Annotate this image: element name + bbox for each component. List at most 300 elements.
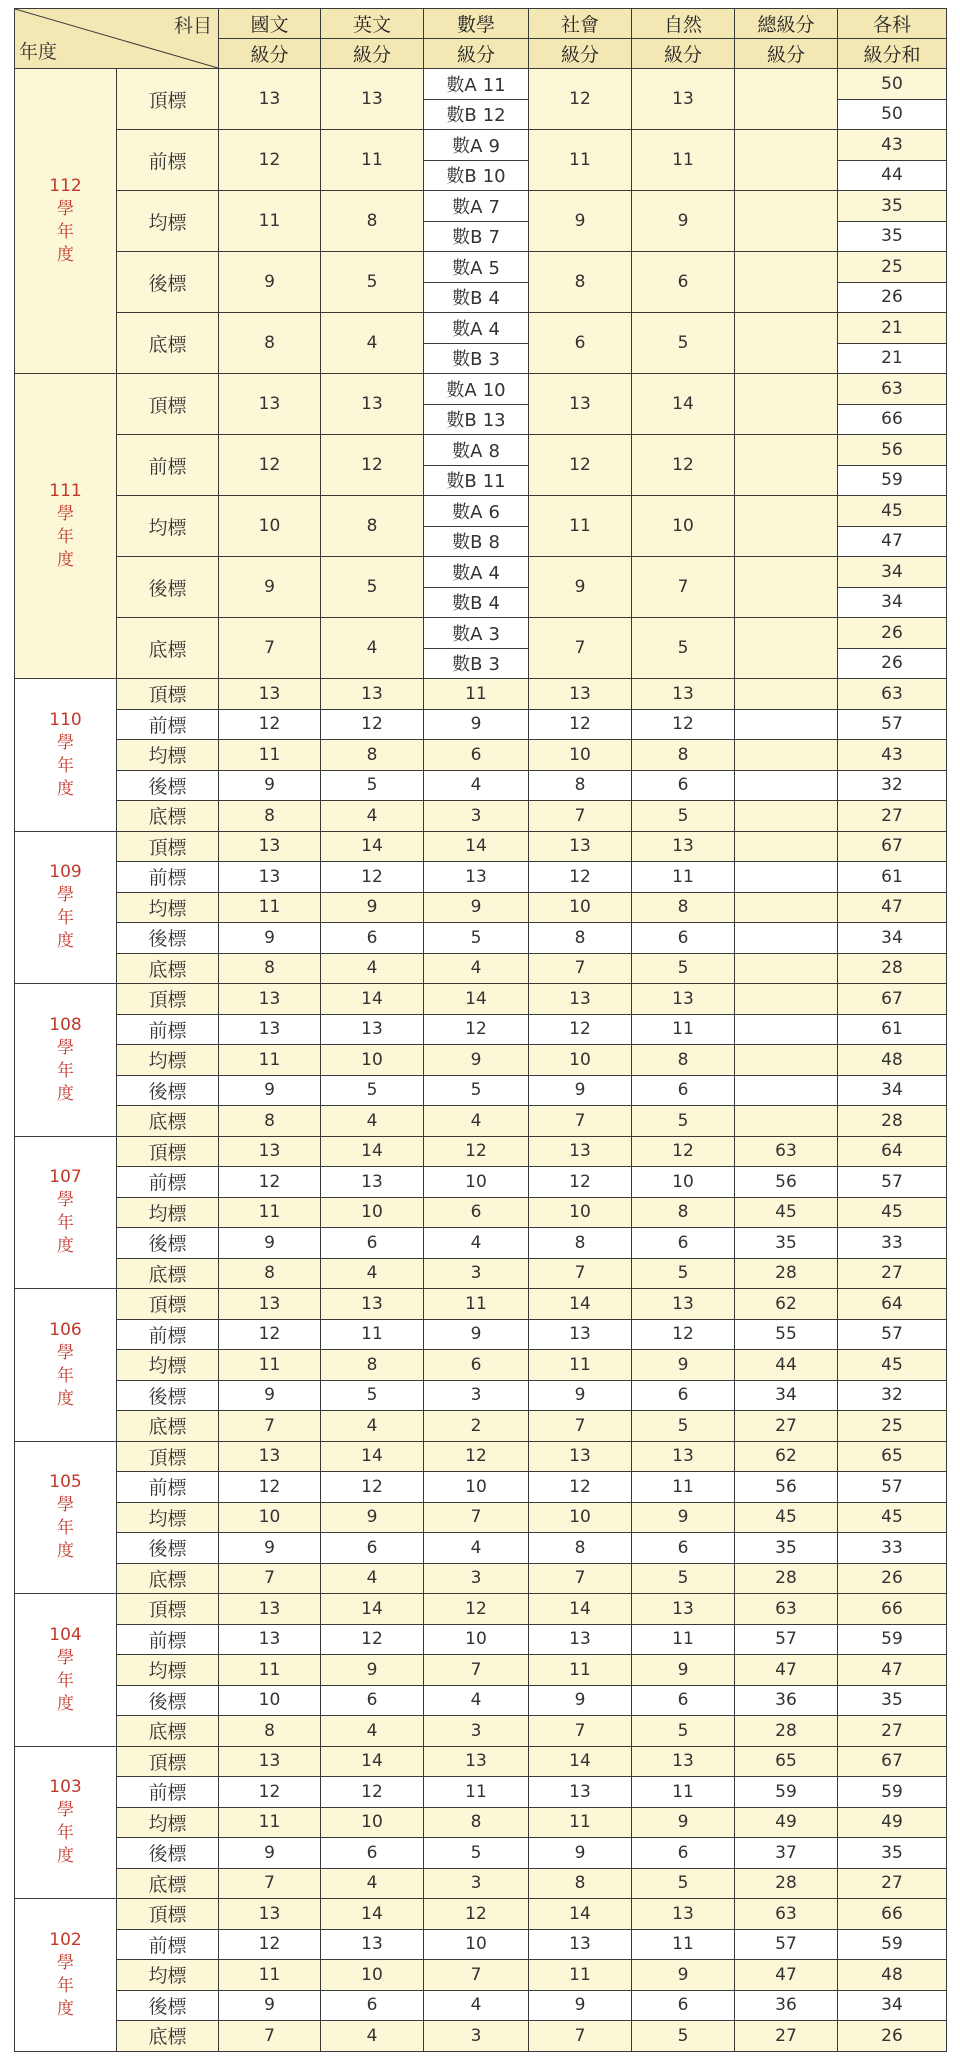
year-suffix-char: 度: [57, 1388, 74, 1409]
table-row: [15, 1990, 947, 2021]
score-math: 14: [424, 984, 529, 1015]
score-sum: 32: [838, 770, 947, 801]
score-science: 12: [632, 1136, 735, 1167]
score-english: 6: [321, 1228, 424, 1259]
score-total: 62: [735, 1441, 838, 1472]
score-total: 28: [735, 1716, 838, 1747]
level-label: 頂標: [117, 374, 219, 435]
year-suffix-char: 度: [57, 1693, 74, 1714]
table-row: [15, 69, 947, 100]
score-math: 12: [424, 1014, 529, 1045]
score-chinese: 9: [219, 252, 321, 313]
score-math: 3: [424, 2021, 529, 2052]
score-chinese: 13: [219, 1014, 321, 1045]
score-sum: 32: [838, 1380, 947, 1411]
level-label: 前標: [117, 862, 219, 893]
score-total: 28: [735, 1868, 838, 1899]
score-total: [735, 953, 838, 984]
score-english: 4: [321, 618, 424, 679]
score-total: [735, 831, 838, 862]
score-math: 3: [424, 1563, 529, 1594]
level-label: 底標: [117, 801, 219, 832]
score-sum: 34: [838, 923, 947, 954]
score-english: 12: [321, 862, 424, 893]
score-science: 5: [632, 1258, 735, 1289]
score-chinese: 13: [219, 831, 321, 862]
year-suffix-char: 年: [57, 1213, 74, 1234]
year-number: 105: [49, 1472, 82, 1493]
score-math: 4: [424, 1685, 529, 1716]
score-social: 9: [529, 1990, 632, 2021]
score-chinese: 13: [219, 1289, 321, 1320]
header-unit-science: 級分: [632, 39, 735, 69]
score-sum-a: 63: [838, 374, 947, 405]
score-sum-b: 26: [838, 282, 947, 313]
score-chinese: 11: [219, 191, 321, 252]
table-row: [15, 1197, 947, 1228]
score-sum: 67: [838, 1746, 947, 1777]
score-math-b: [424, 343, 529, 374]
score-total: 35: [735, 1228, 838, 1259]
math-a-label: 數A: [446, 379, 477, 401]
score-sum: 25: [838, 1411, 947, 1442]
score-chinese: 12: [219, 435, 321, 496]
score-chinese: 13: [219, 374, 321, 435]
score-total: 49: [735, 1807, 838, 1838]
score-social: 10: [529, 1197, 632, 1228]
year-suffix-char: 學: [57, 1952, 74, 1973]
header-unit-total: 級分: [735, 39, 838, 69]
table-row: [15, 435, 947, 466]
score-english: 11: [321, 1319, 424, 1350]
table-row: [15, 1258, 947, 1289]
score-social: 10: [529, 1502, 632, 1533]
score-math: 10: [424, 1167, 529, 1198]
year-suffix-char: 度: [57, 1846, 74, 1867]
score-math-a: [424, 191, 529, 222]
score-english: 4: [321, 801, 424, 832]
score-math: 9: [424, 709, 529, 740]
score-math: 4: [424, 1990, 529, 2021]
score-math: 4: [424, 953, 529, 984]
score-social: 9: [529, 1685, 632, 1716]
score-social: 13: [529, 374, 632, 435]
math-b-value: 8: [488, 532, 500, 554]
score-total: 56: [735, 1472, 838, 1503]
year-number: 104: [49, 1624, 82, 1645]
score-chinese: 13: [219, 862, 321, 893]
table-row: [15, 709, 947, 740]
score-math: 4: [424, 770, 529, 801]
year-suffix-char: 度: [57, 1236, 74, 1257]
score-english: 6: [321, 1533, 424, 1564]
level-label: 頂標: [117, 1289, 219, 1320]
score-english: 8: [321, 1350, 424, 1381]
score-sum: 57: [838, 1167, 947, 1198]
math-a-value: 10: [482, 379, 506, 401]
score-science: 13: [632, 984, 735, 1015]
score-english: 4: [321, 953, 424, 984]
level-label: 均標: [117, 740, 219, 771]
score-chinese: 12: [219, 130, 321, 191]
table-row: [15, 1807, 947, 1838]
score-total: [735, 130, 838, 191]
score-total: [735, 709, 838, 740]
level-label: 後標: [117, 557, 219, 618]
score-sum-a: 34: [838, 557, 947, 588]
year-suffix-char: 學: [57, 1800, 74, 1821]
score-total: 45: [735, 1197, 838, 1228]
table-row: [15, 923, 947, 954]
score-math-a: [424, 618, 529, 649]
score-chinese: 10: [219, 1502, 321, 1533]
year-suffix-char: 年: [57, 527, 74, 547]
level-label: 底標: [117, 1258, 219, 1289]
level-label: 後標: [117, 923, 219, 954]
score-total: [735, 679, 838, 710]
score-english: 13: [321, 1929, 424, 1960]
math-b-label: 數B: [452, 227, 483, 249]
score-chinese: 12: [219, 1472, 321, 1503]
level-label: 前標: [117, 1777, 219, 1808]
year-suffix-char: 學: [57, 1190, 74, 1211]
level-label: 底標: [117, 1411, 219, 1442]
score-social: 8: [529, 1533, 632, 1564]
score-social: 12: [529, 1014, 632, 1045]
table-row: [15, 1441, 947, 1472]
table-row: [15, 1533, 947, 1564]
score-english: 9: [321, 1655, 424, 1686]
score-sum-a: 26: [838, 618, 947, 649]
score-social: 14: [529, 1594, 632, 1625]
table-row: [15, 496, 947, 527]
score-english: 10: [321, 1960, 424, 1991]
level-label: 底標: [117, 1563, 219, 1594]
math-b-value: 12: [482, 105, 506, 127]
score-social: 9: [529, 1075, 632, 1106]
score-sum: 66: [838, 1899, 947, 1930]
score-math: 10: [424, 1624, 529, 1655]
level-label: 前標: [117, 1929, 219, 1960]
level-label: 底標: [117, 313, 219, 374]
score-science: 12: [632, 1319, 735, 1350]
year-suffix-char: 度: [57, 549, 74, 570]
score-sum: 34: [838, 1075, 947, 1106]
year-cell: [15, 69, 117, 374]
score-chinese: 11: [219, 1350, 321, 1381]
level-label: 前標: [117, 1319, 219, 1350]
year-cell: [15, 374, 117, 679]
score-sum: 66: [838, 1594, 947, 1625]
score-social: 9: [529, 557, 632, 618]
score-social: 11: [529, 130, 632, 191]
year-suffix-char: 年: [57, 1975, 74, 1996]
score-sum: 33: [838, 1228, 947, 1259]
level-label: 前標: [117, 1472, 219, 1503]
score-chinese: 8: [219, 1106, 321, 1137]
score-social: 9: [529, 1380, 632, 1411]
header-subject-chinese: 國文: [219, 9, 321, 39]
score-sum: 65: [838, 1441, 947, 1472]
score-math-b: [424, 221, 529, 252]
header-subject-total: 總級分: [735, 9, 838, 39]
score-math-b: [424, 465, 529, 496]
score-social: 12: [529, 1472, 632, 1503]
score-total: [735, 740, 838, 771]
score-science: 6: [632, 1228, 735, 1259]
math-b-value: 4: [488, 593, 500, 615]
score-math-a: [424, 374, 529, 405]
math-b-value: 7: [488, 227, 500, 249]
math-a-label: 數A: [452, 196, 483, 218]
math-a-value: 8: [488, 440, 500, 462]
score-science: 8: [632, 1045, 735, 1076]
score-math: 3: [424, 1868, 529, 1899]
score-social: 13: [529, 831, 632, 862]
score-science: 13: [632, 1899, 735, 1930]
year-number: 102: [49, 1929, 82, 1950]
score-science: 11: [632, 1929, 735, 1960]
score-math-b: [424, 99, 529, 130]
table-row: [15, 1472, 947, 1503]
year-suffix-char: 學: [57, 1037, 74, 1058]
score-social: 13: [529, 1441, 632, 1472]
score-math: 3: [424, 1716, 529, 1747]
header-subject-english: 英文: [321, 9, 424, 39]
level-label: 後標: [117, 1838, 219, 1869]
score-total: 63: [735, 1899, 838, 1930]
table-row: [15, 831, 947, 862]
math-b-label: 數B: [452, 593, 483, 615]
score-english: 12: [321, 709, 424, 740]
score-chinese: 8: [219, 1258, 321, 1289]
score-english: 5: [321, 557, 424, 618]
table-row: [15, 1106, 947, 1137]
score-sum: 67: [838, 984, 947, 1015]
score-total: [735, 862, 838, 893]
score-chinese: 11: [219, 740, 321, 771]
score-chinese: 12: [219, 1929, 321, 1960]
score-social: 13: [529, 1136, 632, 1167]
year-number: 109: [49, 862, 82, 883]
score-sum-b: 66: [838, 404, 947, 435]
score-math-a: [424, 69, 529, 100]
score-sum: 45: [838, 1502, 947, 1533]
year-suffix-char: 學: [57, 885, 74, 906]
math-a-label: 數A: [452, 562, 483, 584]
year-number: 106: [49, 1319, 82, 1340]
math-a-value: 9: [488, 135, 500, 157]
score-chinese: 12: [219, 1777, 321, 1808]
table-row: [15, 679, 947, 710]
score-science: 5: [632, 1868, 735, 1899]
score-math-a: [424, 252, 529, 283]
level-label: 後標: [117, 770, 219, 801]
table-row: [15, 1380, 947, 1411]
score-science: 12: [632, 709, 735, 740]
year-suffix-char: 年: [57, 755, 74, 776]
table-row: [15, 1655, 947, 1686]
score-total: [735, 496, 838, 557]
table-row: [15, 313, 947, 344]
score-social: 13: [529, 679, 632, 710]
score-total: [735, 557, 838, 618]
score-chinese: 13: [219, 984, 321, 1015]
score-math: 11: [424, 1777, 529, 1808]
score-total: [735, 618, 838, 679]
year-suffix-char: 度: [57, 1541, 74, 1562]
score-english: 14: [321, 1899, 424, 1930]
table-row: [15, 1502, 947, 1533]
score-math-a: [424, 557, 529, 588]
score-sum: 43: [838, 740, 947, 771]
score-total: 55: [735, 1319, 838, 1350]
year-suffix-char: 年: [57, 1518, 74, 1539]
score-total: [735, 892, 838, 923]
score-math: 4: [424, 1106, 529, 1137]
score-total: [735, 1106, 838, 1137]
score-science: 10: [632, 1167, 735, 1198]
year-suffix-char: 學: [57, 504, 74, 525]
level-label: 均標: [117, 1655, 219, 1686]
score-sum: 59: [838, 1777, 947, 1808]
level-label: 均標: [117, 1045, 219, 1076]
score-sum-a: 35: [838, 191, 947, 222]
score-english: 10: [321, 1045, 424, 1076]
score-math: 6: [424, 1350, 529, 1381]
score-total: 37: [735, 1838, 838, 1869]
score-science: 9: [632, 1807, 735, 1838]
score-chinese: 9: [219, 923, 321, 954]
score-math: 12: [424, 1441, 529, 1472]
table-row: [15, 1075, 947, 1106]
score-sum: 64: [838, 1136, 947, 1167]
table-row: [15, 130, 947, 161]
score-english: 8: [321, 496, 424, 557]
level-label: 頂標: [117, 984, 219, 1015]
table-row: [15, 191, 947, 222]
year-suffix-char: 年: [57, 908, 74, 929]
table-row: [15, 374, 947, 405]
score-sum-b: 59: [838, 465, 947, 496]
score-english: 4: [321, 1411, 424, 1442]
year-suffix-char: 年: [57, 1365, 74, 1386]
score-social: 14: [529, 1289, 632, 1320]
score-chinese: 9: [219, 557, 321, 618]
score-math: 7: [424, 1502, 529, 1533]
level-label: 後標: [117, 1990, 219, 2021]
score-social: 9: [529, 191, 632, 252]
year-suffix-char: 學: [57, 1342, 74, 1363]
score-sum: 33: [838, 1533, 947, 1564]
header-subject-label: 科目: [173, 15, 212, 37]
score-total: 44: [735, 1350, 838, 1381]
score-chinese: 13: [219, 1441, 321, 1472]
level-label: 底標: [117, 2021, 219, 2052]
score-math-b: [424, 526, 529, 557]
score-science: 6: [632, 1838, 735, 1869]
score-science: 5: [632, 953, 735, 984]
score-science: 5: [632, 801, 735, 832]
math-a-value: 6: [488, 501, 500, 523]
score-total: 57: [735, 1929, 838, 1960]
math-b-value: 4: [488, 288, 500, 310]
year-suffix-char: 年: [57, 1823, 74, 1844]
year-number: 112: [49, 176, 82, 197]
table-row: [15, 1563, 947, 1594]
level-label: 前標: [117, 435, 219, 496]
score-science: 5: [632, 1411, 735, 1442]
score-english: 14: [321, 1746, 424, 1777]
score-total: 27: [735, 1411, 838, 1442]
header-corner: [15, 9, 219, 69]
score-social: 13: [529, 1777, 632, 1808]
score-science: 6: [632, 1685, 735, 1716]
level-label: 底標: [117, 1716, 219, 1747]
score-math-a: [424, 435, 529, 466]
year-suffix-char: 度: [57, 244, 74, 265]
table-row: [15, 1899, 947, 1930]
level-label: 底標: [117, 618, 219, 679]
score-math: 13: [424, 1746, 529, 1777]
score-chinese: 13: [219, 1899, 321, 1930]
score-sum: 57: [838, 1472, 947, 1503]
score-math: 7: [424, 1960, 529, 1991]
score-english: 14: [321, 1441, 424, 1472]
score-chinese: 7: [219, 1563, 321, 1594]
score-sum: 64: [838, 1289, 947, 1320]
score-table-container: [14, 8, 947, 2052]
header-subject-science: 自然: [632, 9, 735, 39]
table-row: [15, 1746, 947, 1777]
score-math: 3: [424, 801, 529, 832]
score-english: 12: [321, 1624, 424, 1655]
score-english: 8: [321, 740, 424, 771]
score-english: 5: [321, 1380, 424, 1411]
score-science: 11: [632, 1777, 735, 1808]
score-social: 7: [529, 953, 632, 984]
year-cell: [15, 1289, 117, 1442]
score-math-b: [424, 587, 529, 618]
level-label: 頂標: [117, 69, 219, 130]
score-sum: 48: [838, 1045, 947, 1076]
level-label: 前標: [117, 1167, 219, 1198]
table-row: [15, 1136, 947, 1167]
score-chinese: 11: [219, 1960, 321, 1991]
score-science: 6: [632, 1533, 735, 1564]
score-math: 12: [424, 1594, 529, 1625]
score-total: [735, 1045, 838, 1076]
score-sum-a: 21: [838, 313, 947, 344]
score-social: 12: [529, 709, 632, 740]
score-total: [735, 252, 838, 313]
year-cell: [15, 679, 117, 832]
score-social: 10: [529, 1045, 632, 1076]
table-row: [15, 1014, 947, 1045]
math-a-value: 3: [488, 623, 500, 645]
score-social: 8: [529, 923, 632, 954]
level-label: 均標: [117, 191, 219, 252]
score-math: 4: [424, 1228, 529, 1259]
year-suffix-char: 學: [57, 199, 74, 220]
score-science: 6: [632, 1075, 735, 1106]
score-english: 10: [321, 1807, 424, 1838]
score-chinese: 7: [219, 1411, 321, 1442]
year-suffix-char: 年: [57, 1670, 74, 1691]
score-sum-b: 21: [838, 343, 947, 374]
table-row: [15, 1594, 947, 1625]
math-b-label: 數B: [446, 471, 477, 493]
